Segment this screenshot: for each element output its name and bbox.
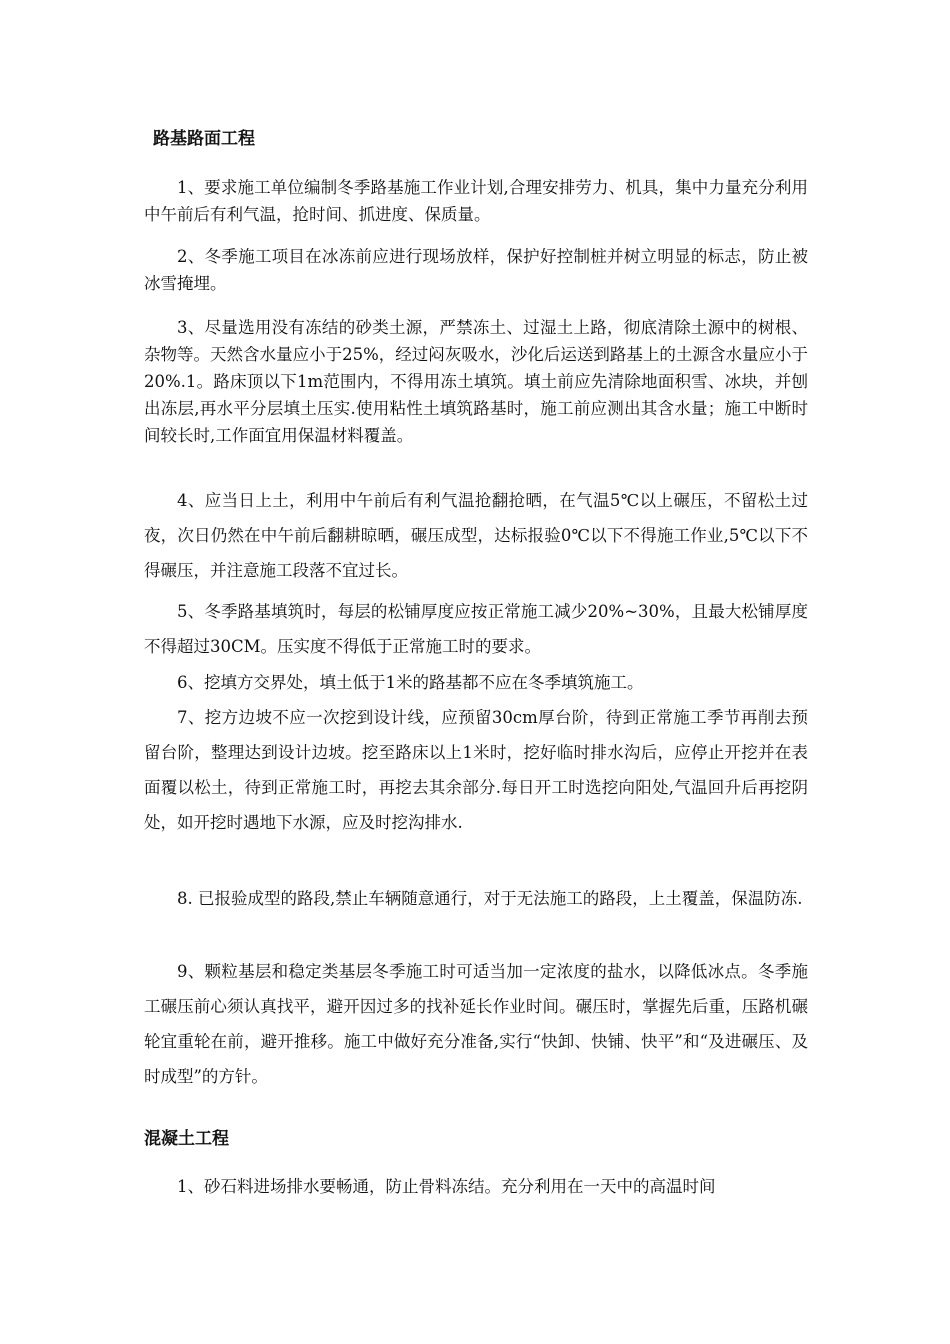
paragraph-8: 8. 已报验成型的路段,禁止车辆随意通行，对于无法施工的路段，上土覆盖，保温防冻.: [177, 889, 803, 908]
paragraph-4: 4、应当日上土，利用中午前后有利气温抢翻抢晒，在气温5℃以上碾压，不留松土过夜，次日仍然在中午前后翻耕晾晒，碾压成型，达标报验0℃以下不得施工作业,5℃以下不得碾压，并注意施工段落不宜过长。: [144, 491, 808, 580]
paragraph-5: 5、冬季路基填筑时，每层的松铺厚度应按正常施工减少20%~30%，且最大松铺厚度不得超过30CM。压实度不得低于正常施工时的要求。: [144, 602, 808, 656]
paragraph-9: 9、颗粒基层和稳定类基层冬季施工时可适当加一定浓度的盐水，以降低冰点。冬季施工碾压前心须认真找平，避开因过多的找补延长作业时间。碾压时，掌握先后重，压路机碾轮宜重轮在前，避开推移。施工中做好充分准备,实行“快卸、快铺、快平”和“及进碾压、及时成型”的方针。: [144, 962, 808, 1086]
paragraph-6: 6、挖填方交界处，填土低于1米的路基都不应在冬季填筑施工。: [177, 673, 644, 692]
paragraph-concrete-1: 1、砂石料进场排水要畅通，防止骨料冻结。充分利用在一天中的高温时间: [177, 1177, 716, 1196]
paragraph-1: 1、要求施工单位编制冬季路基施工作业计划,合理安排劳力、机具，集中力量充分利用中午前后有利气温，抢时间、抓进度、保质量。: [144, 178, 808, 224]
paragraph-3: 3、尽量选用没有冻结的砂类土源，严禁冻土、过湿土上路，彻底清除土源中的树根、杂物等。天然含水量应小于25%，经过闷灰吸水，沙化后运送到路基上的土源含水量应小于20%.1。路床顶以下1m范围内，不得用冻土填筑。填土前应先清除地面积雪、冰块，并刨出冻层,再水平分层填土压实.使用粘性土填筑路基时，施工前应测出其含水量；施工中断时间较长时,工作面宜用保温材料覆盖。: [144, 318, 808, 445]
paragraph-7: 7、挖方边坡不应一次挖到设计线，应预留30cm厚台阶，待到正常施工季节再削去预留台阶，整理达到设计边坡。挖至路床以上1米时，挖好临时排水沟后，应停止开挖并在表面覆以松土，待到正常施工时，再挖去其余部分.每日开工时选挖向阳处,气温回升后再挖阴处，如开挖时遇地下水源，应及时挖沟排水.: [144, 708, 808, 832]
section-heading-concrete: 混凝土工程: [144, 1129, 229, 1149]
paragraph-2: 2、冬季施工项目在冰冻前应进行现场放样，保护好控制桩并树立明显的标志，防止被冰雪掩埋。: [144, 247, 808, 293]
section-heading-roadbed: 路基路面工程: [153, 129, 255, 149]
